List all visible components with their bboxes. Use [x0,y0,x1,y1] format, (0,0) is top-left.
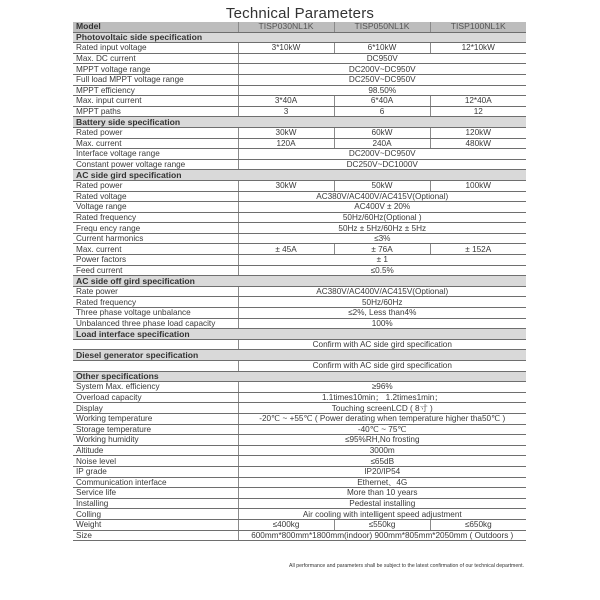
table-row [73,413,526,424]
table-row [73,318,526,329]
table-row [73,43,526,54]
section-header-load [73,329,526,340]
section-header-pv [73,32,526,43]
parameter-label: Rate power [73,286,238,297]
section-title: Photovoltaic side specification [73,32,526,43]
parameter-value-model-2: 240A [334,138,430,149]
parameter-value-all-models: -40℃ ~ 75℃ [238,424,526,435]
section-title: AC side gird specification [73,170,526,181]
table-row [73,519,526,530]
parameter-label: Max. input current [73,96,238,107]
table-row [73,180,526,191]
parameter-label: Rated power [73,127,238,138]
parameter-value-model-2: ± 76A [334,244,430,255]
parameter-value-all-models: ≤0.5% [238,265,526,276]
parameter-value-model-1: ≤400kg [238,519,334,530]
parameter-value-all-models: DC950V [238,53,526,64]
parameter-value-model-1: 30kW [238,127,334,138]
parameter-value-all-models: ≤2%, Less than4% [238,308,526,319]
table-row [73,382,526,393]
parameter-value-all-models: Ethernet、4G [238,477,526,488]
parameter-value-all-models: DC250V~DC950V [238,74,526,85]
table-row [73,106,526,117]
table-row [73,498,526,509]
parameter-value-all-models: -20℃ ~ +55℃ ( Power derating when temperature higher tha50℃ ) [238,413,526,424]
parameter-label [73,339,238,350]
parameter-value-all-models: AC380V/AC400V/AC415V(Optional) [238,286,526,297]
parameter-label: Display [73,403,238,414]
parameter-label: Rated input voltage [73,43,238,54]
parameter-value-model-1: 3*40A [238,96,334,107]
parameter-label: Size [73,530,238,541]
parameter-value-all-models: IP20/IP54 [238,466,526,477]
section-header-ac-off-grid [73,276,526,287]
section-header-battery [73,117,526,128]
parameter-label: Weight [73,519,238,530]
parameter-label: MPPT paths [73,106,238,117]
parameter-value-model-1: ± 45A [238,244,334,255]
parameter-label: Interface voltage range [73,149,238,160]
section-title: AC side off gird specification [73,276,526,287]
parameter-value-all-models: Pedestal installing [238,498,526,509]
table-row [73,488,526,499]
parameter-value-model-1: 120A [238,138,334,149]
parameter-value-all-models: 3000m [238,445,526,456]
table-row [73,424,526,435]
table-row [73,149,526,160]
parameter-label: MPPT voltage range [73,64,238,75]
table-row [73,255,526,266]
parameter-label: Current harmonics [73,233,238,244]
parameter-value-model-2: 6*40A [334,96,430,107]
section-header-other [73,371,526,382]
parameter-label: Power factors [73,255,238,266]
section-title: Other specifications [73,371,526,382]
parameter-value-model-3: 100kW [430,180,526,191]
parameter-label: Working temperature [73,413,238,424]
parameter-value-all-models: ≤95%RH,No frosting [238,435,526,446]
parameter-value-all-models: AC400V ± 20% [238,202,526,213]
parameter-value-model-2: 6*10kW [334,43,430,54]
parameter-value-model-3: 12*40A [430,96,526,107]
parameter-label: System Max. efficiency [73,382,238,393]
table-row [73,127,526,138]
table-row [73,202,526,213]
table-row [73,244,526,255]
table-row [73,361,526,372]
parameter-label: Altitude [73,445,238,456]
table-row [73,445,526,456]
table-row [73,286,526,297]
parameter-value-model-3: 12*10kW [430,43,526,54]
model-column-3: TISP100NL1K [430,22,526,32]
model-column-1: TISP030NL1K [238,22,334,32]
parameter-value-all-models: DC200V~DC950V [238,64,526,75]
parameter-value-model-2: 6 [334,106,430,117]
section-header-ac-grid [73,170,526,181]
parameter-label: Rated power [73,180,238,191]
parameter-value-model-3: 12 [430,106,526,117]
table-row [73,308,526,319]
parameter-value-model-1: 30kW [238,180,334,191]
parameter-value-all-models: Confirm with AC side gird specification [238,361,526,372]
parameter-label: Frequ ency range [73,223,238,234]
parameter-value-model-1: 3 [238,106,334,117]
section-title: Diesel generator specification [73,350,526,361]
parameter-value-all-models: Touching screenLCD ( 8寸 ) [238,403,526,414]
table-row [73,191,526,202]
parameter-value-model-3: 120kW [430,127,526,138]
parameter-label: IP grade [73,466,238,477]
parameter-label: Rated frequency [73,297,238,308]
table-row [73,265,526,276]
parameter-value-all-models: 1.1times10min； 1.2times1min； [238,392,526,403]
parameter-label: Noise level [73,456,238,467]
table-row [73,392,526,403]
parameter-label: Working humidity [73,435,238,446]
model-column-2: TISP050NL1K [334,22,430,32]
table-row [73,223,526,234]
table-row [73,509,526,520]
parameter-value-all-models: 50Hz/60Hz(Optional ) [238,212,526,223]
parameter-label: Constant power voltage range [73,159,238,170]
parameter-label: Communication interface [73,477,238,488]
parameter-value-all-models: More than 10 years [238,488,526,499]
table-row [73,85,526,96]
parameter-value-all-models: ± 1 [238,255,526,266]
parameter-label: Overload capacity [73,392,238,403]
table-row [73,64,526,75]
technical-parameters-table [73,22,526,541]
table-row [73,403,526,414]
parameter-value-all-models: 50Hz/60Hz [238,297,526,308]
parameter-label: Feed current [73,265,238,276]
parameter-label: Service life [73,488,238,499]
parameter-value-model-3: 480kW [430,138,526,149]
table-row [73,297,526,308]
parameter-value-all-models: ≤3% [238,233,526,244]
table-row [73,138,526,149]
parameter-label: Unbalanced three phase load capacity [73,318,238,329]
parameter-value-all-models: 600mm*800mm*1800mm(indoor) 900mm*805mm*2050mm ( Outdoors ) [238,530,526,541]
parameter-value-all-models: ≤65dB [238,456,526,467]
parameter-value-all-models: 98.50% [238,85,526,96]
model-label: Model [73,22,238,32]
parameter-label: Voltage range [73,202,238,213]
footnote: All performance and parameters shall be subject to the latest confirmation of our technical department. [288,563,524,569]
parameter-value-all-models: Air cooling with intelligent speed adjustment [238,509,526,520]
parameter-value-model-3: ≤650kg [430,519,526,530]
parameter-label: Rated frequency [73,212,238,223]
table-row [73,53,526,64]
parameter-label: Three phase voltage unbalance [73,308,238,319]
parameter-label: Rated voltage [73,191,238,202]
page-title: Technical Parameters [225,5,375,22]
table-row [73,159,526,170]
section-title: Load interface specification [73,329,526,340]
table-row [73,530,526,541]
parameter-value-all-models: 50Hz ± 5Hz/60Hz ± 5Hz [238,223,526,234]
parameter-value-all-models: Confirm with AC side gird specification [238,339,526,350]
parameter-label: Full load MPPT voltage range [73,74,238,85]
parameter-label: Max. current [73,244,238,255]
parameter-value-all-models: DC250V~DC1000V [238,159,526,170]
table-row [73,477,526,488]
parameter-value-model-2: 60kW [334,127,430,138]
parameter-label: Storage temperature [73,424,238,435]
parameter-value-model-3: ± 152A [430,244,526,255]
parameter-label: Colling [73,509,238,520]
parameter-value-model-1: 3*10kW [238,43,334,54]
parameter-label: MPPT efficiency [73,85,238,96]
table-row [73,466,526,477]
parameter-value-all-models: 100% [238,318,526,329]
parameter-value-all-models: ≥96% [238,382,526,393]
table-row [73,212,526,223]
table-header-row [73,22,526,32]
parameter-value-all-models: AC380V/AC400V/AC415V(Optional) [238,191,526,202]
parameter-label: Max. current [73,138,238,149]
parameter-label [73,361,238,372]
parameter-label: Installing [73,498,238,509]
parameter-value-model-2: 50kW [334,180,430,191]
table-row [73,96,526,107]
parameter-label: Max. DC current [73,53,238,64]
table-row [73,339,526,350]
table-row [73,435,526,446]
section-header-diesel [73,350,526,361]
table-row [73,456,526,467]
parameter-value-all-models: DC200V~DC950V [238,149,526,160]
section-title: Battery side specification [73,117,526,128]
table-row [73,233,526,244]
table-row [73,74,526,85]
parameter-value-model-2: ≤550kg [334,519,430,530]
